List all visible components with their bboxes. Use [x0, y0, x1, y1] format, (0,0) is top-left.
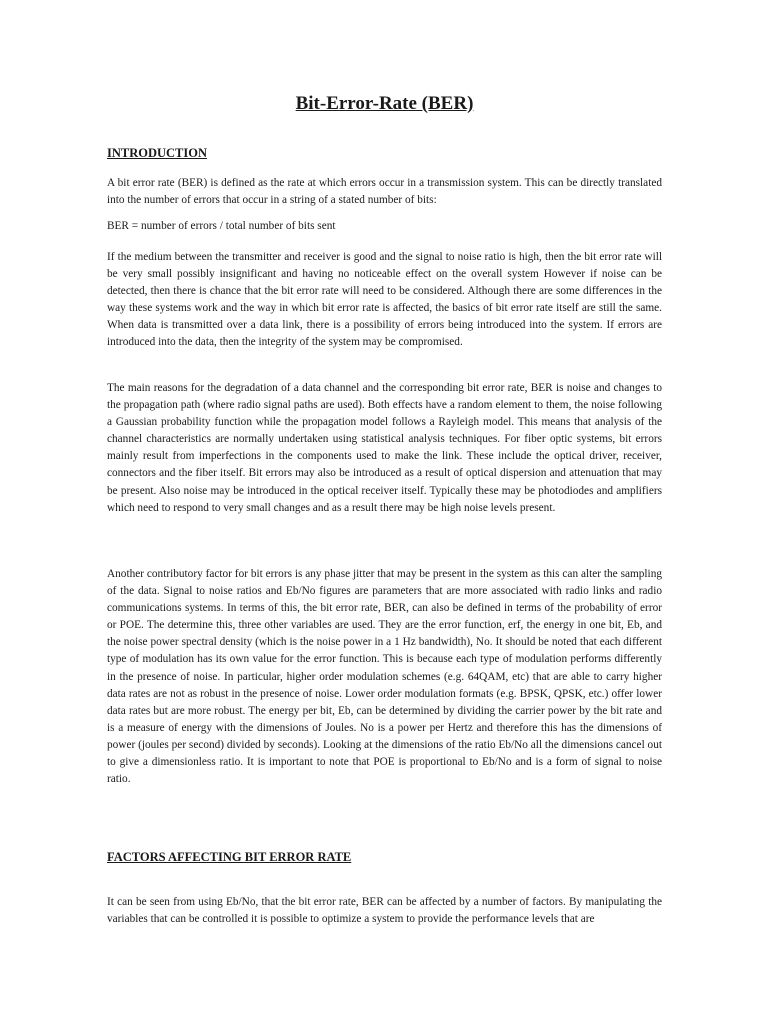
section-heading-introduction: INTRODUCTION [107, 146, 208, 160]
paragraph-degradation: The main reasons for the degradation of a data channel and the corresponding bit error rate, BER is noise and changes to the propagation path (where radio signal paths are used). Both effects have a random element to them, the noise following a Gaussian probability function while the propagation model follows a Rayleigh model. This means that analysis of the channel characteristics are normally undertaken using statistical analysis techniques. For fiber optic systems, bit errors mainly result from imperfections in the components used to make the link. These include the optical driver, receiver, connectors and the fiber itself. Bit errors may also be introduced as a result of optical dispersion and attenuation that may be present. Also noise may be introduced in the optical receiver itself. Typically these may be photodiodes and amplifiers which need to respond to very small changes and as a result there may be high noise levels present. [107, 382, 662, 514]
paragraph-factors: It can be seen from using Eb/No, that the bit error rate, BER can be affected by a number of factors. By manipulating the variables that can be controlled it is possible to optimize a system to provide the performance levels that are [107, 896, 662, 926]
paragraph-medium: If the medium between the transmitter and receiver is good and the signal to noise ratio is high, then the bit error rate will be very small possibly insignificant and having no noticeable effect on the overall system However if noise can be detected, then there is chance that the bit error rate will need to be considered. Although there are some differences in the way these systems work and the way in which bit error rate is affected, the basics of bit error rate itself are still the same. When data is transmitted over a data link, there is a possibility of errors being introduced into the system. If errors are introduced into the data, then the integrity of the system may be compromised. [107, 251, 662, 349]
paragraph-definition: A bit error rate (BER) is defined as the rate at which errors occur in a transmission system. This can be directly translated into the number of errors that occur in a string of a stated number of bits: [107, 177, 662, 207]
section-heading-factors: FACTORS AFFECTING BIT ERROR RATE [107, 850, 352, 864]
paragraph-formula: BER = number of errors / total number of bits sent [107, 220, 336, 232]
paragraph-phase-jitter: Another contributory factor for bit errors is any phase jitter that may be present in the system as this can alter the sampling of the data. Signal to noise ratios and Eb/No figures are parameters that are more associated with radio links and radio communications systems. In terms of this, the bit error rate, BER, can also be defined in terms of the probability of error or POE. The determine this, three other variables are used. They are the error function, erf, the energy in one bit, Eb, and the noise power spectral density (which is the noise power in a 1 Hz bandwidth), No. It should be noted that each different type of modulation has its own value for the error function. This is because each type of modulation performs differently in the presence of noise. In particular, higher order modulation schemes (e.g. 64QAM, etc) that are able to carry higher data rates are not as robust in the presence of noise. Lower order modulation formats (e.g. BPSK, QPSK, etc.) offer lower data rates but are more robust. The energy per bit, Eb, can be determined by dividing the carrier power by the bit rate and is a measure of energy with the dimensions of Joules. No is a power per Hertz and therefore this has the dimensions of power (joules per second) divided by seconds). Looking at the dimensions of the ratio Eb/No all the dimensions cancel out to give a dimensionless ratio. It is important to note that POE is proportional to Eb/No and is a form of signal to noise ratio. [107, 568, 662, 786]
document-title: Bit-Error-Rate (BER) [295, 93, 474, 114]
